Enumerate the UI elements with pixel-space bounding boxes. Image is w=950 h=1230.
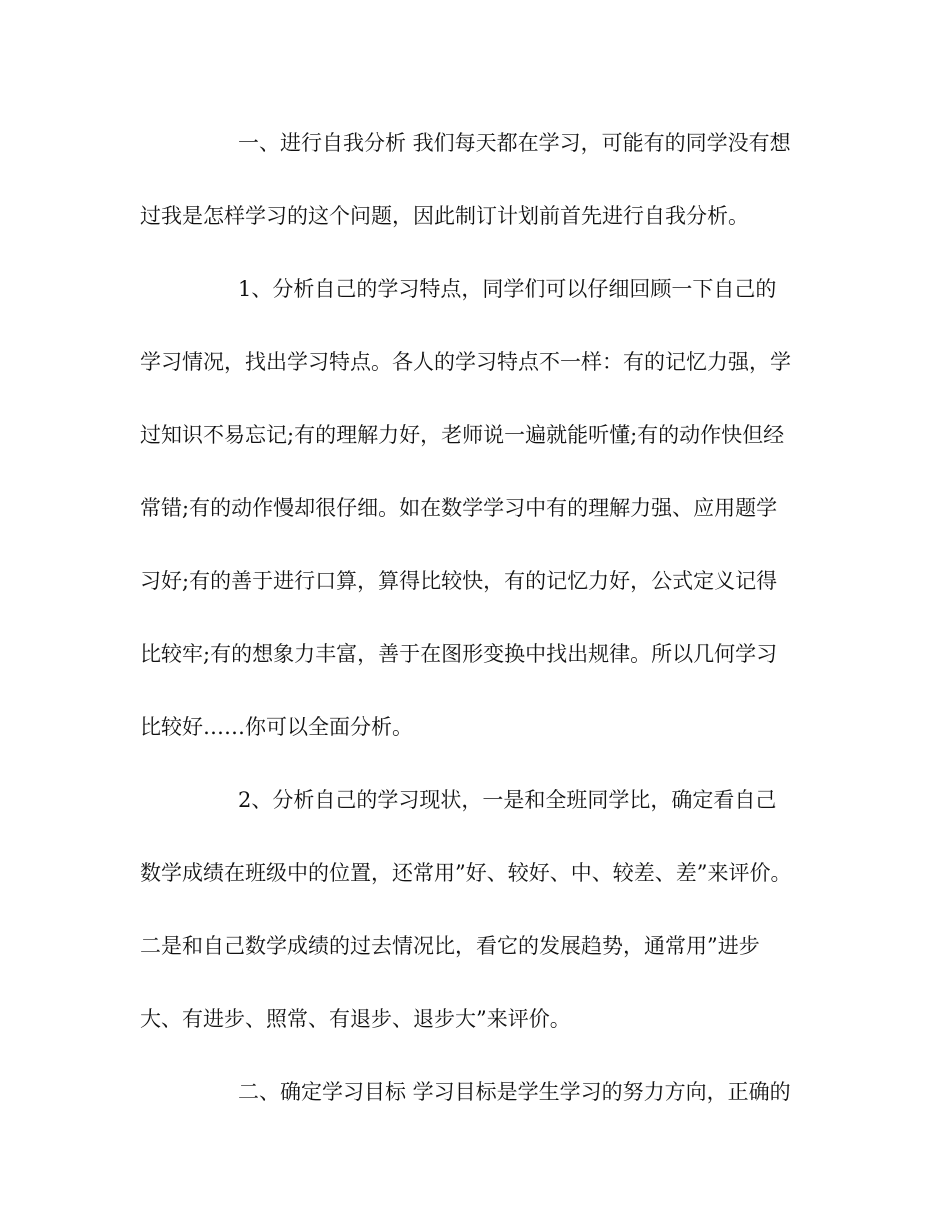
text-line: 学习情况，找出学习特点。各人的学习特点不一样：有的记忆力强，学 (140, 350, 791, 374)
text-line: 一、进行自我分析 我们每天都在学习，可能有的同学没有想 (238, 131, 791, 155)
text-line: 比较好……你可以全面分析。 (140, 715, 413, 739)
text-line: 1、分析自己的学习特点，同学们可以仔细回顾一下自己的 (238, 277, 777, 301)
text-line: 习好;有的善于进行口算，算得比较快，有的记忆力好，公式定义记得 (140, 569, 778, 593)
text-line: 二、确定学习目标 学习目标是学生学习的努力方向，正确的 (238, 1080, 791, 1104)
text-line: 过知识不易忘记;有的理解力好，老师说一遍就能听懂;有的动作快但经 (140, 423, 785, 447)
text-line: 2、分析自己的学习现状，一是和全班同学比，确定看自己 (238, 788, 777, 812)
text-line: 比较牢;有的想象力丰富，善于在图形变换中找出规律。所以几何学习 (140, 642, 778, 666)
text-line: 过我是怎样学习的这个问题，因此制订计划前首先进行自我分析。 (140, 204, 749, 228)
text-line: 数学成绩在班级中的位置，还常用”好、较好、中、较差、差”来评价。 (140, 861, 792, 885)
text-line: 大、有进步、照常、有退步、退步大”来评价。 (140, 1007, 571, 1031)
text-line: 二是和自己数学成绩的过去情况比，看它的发展趋势，通常用”进步 (140, 934, 760, 958)
text-line: 常错;有的动作慢却很仔细。如在数学学习中有的理解力强、应用题学 (140, 496, 778, 520)
